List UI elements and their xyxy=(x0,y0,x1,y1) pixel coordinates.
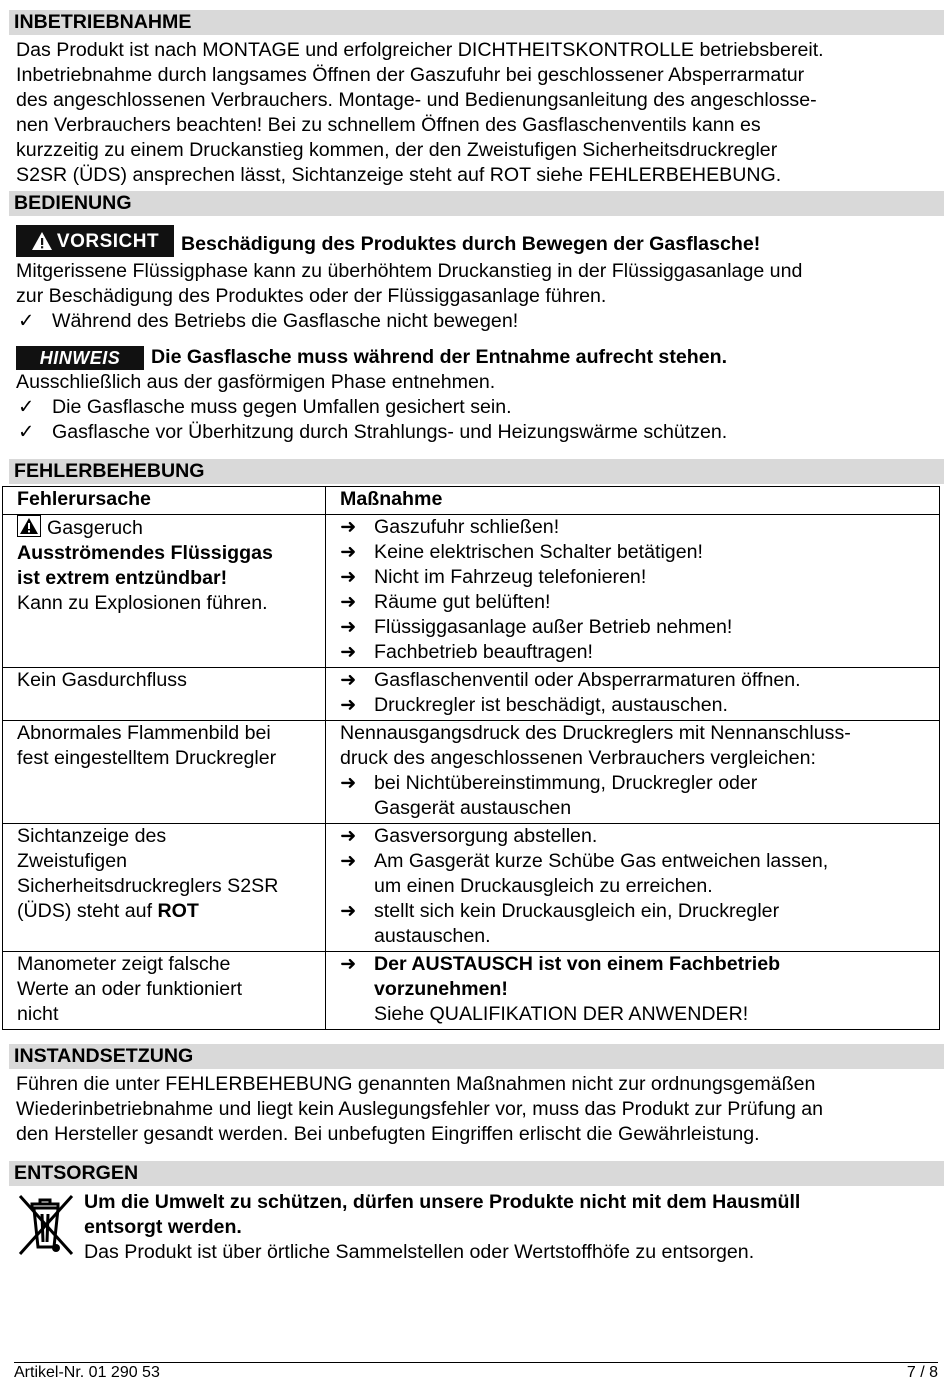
text-line: zur Beschädigung des Produktes oder der Flüssiggasanlage führen. xyxy=(16,285,607,307)
disposal-text xyxy=(84,1190,800,1265)
action-cell xyxy=(326,721,940,824)
action-item xyxy=(340,771,939,821)
action-text xyxy=(374,952,780,1027)
action-text: Druckregler ist beschädigt, austauschen. xyxy=(374,694,728,716)
text-line: Inbetriebnahme durch langsames Öffnen der Gaszufuhr bei geschlossener Absperrarmatur xyxy=(16,64,805,86)
action-text: Keine elektrischen Schalter betätigen! xyxy=(374,541,703,563)
text-line: nen Verbrauchers beachten! Bei zu schnellem Öffnen des Gasflaschenventils kann es xyxy=(16,114,761,136)
cause-line: Sicherheitsdruckreglers S2SR xyxy=(17,875,279,897)
action-line: Siehe QUALIFIKATION DER ANWENDER! xyxy=(374,1003,749,1025)
check-text: Während des Betriebs die Gasflasche nicht bewegen! xyxy=(52,310,519,332)
action-text: Nicht im Fahrzeug telefonieren! xyxy=(374,566,647,588)
text-line: entsorgt werden. xyxy=(84,1216,242,1238)
text-line: Um die Umwelt zu schützen, dürfen unsere Produkte nicht mit dem Hausmüll xyxy=(84,1191,801,1213)
arrow-icon: ➜ xyxy=(340,541,357,563)
warning-triangle-icon xyxy=(31,231,53,251)
troubleshooting-table xyxy=(2,486,940,1030)
action-line: um einen Druckausgleich zu erreichen. xyxy=(374,875,713,897)
action-line: Am Gasgerät kurze Schübe Gas entweichen lassen, xyxy=(374,850,829,872)
column-header-action: Maßnahme xyxy=(326,487,940,515)
action-item xyxy=(340,952,939,1027)
section-heading-fehlerbehebung: FEHLERBEHEBUNG xyxy=(9,459,944,484)
action-text: Gasversorgung abstellen. xyxy=(374,825,598,847)
action-text: Gasflaschenventil oder Absperrarmaturen öffnen. xyxy=(374,669,801,691)
cause-cell xyxy=(3,515,326,668)
hinweis-text xyxy=(16,370,938,445)
text-line: kurzzeitig zu einem Druckanstieg kommen, der den Zweistufigen Sicherheitsdruckregler xyxy=(16,139,778,161)
arrow-icon: ➜ xyxy=(340,953,357,975)
check-item xyxy=(16,420,938,445)
cause-line: Kann zu Explosionen führen. xyxy=(17,592,268,614)
warning-triangle-icon xyxy=(17,515,41,537)
check-item xyxy=(16,309,938,334)
arrow-icon: ➜ xyxy=(340,641,357,663)
text-line: Führen die unter FEHLERBEHEBUNG genannten Maßnahmen nicht zur ordnungsgemäßen xyxy=(16,1073,816,1095)
action-text: Gaszufuhr schließen! xyxy=(374,516,560,538)
arrow-icon: ➜ xyxy=(340,616,357,638)
text-line: Mitgerissene Flüssigphase kann zu überhöhtem Druckanstieg in der Flüssiggasanlage und xyxy=(16,260,803,282)
text-line: Ausschließlich aus der gasförmigen Phase entnehmen. xyxy=(16,371,496,393)
text-line: S2SR (ÜDS) ansprechen lässt, Sichtanzeige steht auf ROT siehe FEHLERBEHEBUNG. xyxy=(16,164,782,186)
text-line: des angeschlossenen Verbrauchers. Montage- und Bedienungsanleitung des angeschlosse- xyxy=(16,89,817,111)
section-heading-instandsetzung: INSTANDSETZUNG xyxy=(9,1044,944,1069)
page-footer xyxy=(14,1362,938,1383)
action-item xyxy=(340,615,939,640)
action-intro-line: druck des angeschlossenen Verbrauchers vergleichen: xyxy=(340,747,816,769)
cause-line: ist extrem entzündbar! xyxy=(17,567,228,589)
table-row xyxy=(3,668,940,721)
disposal-notice xyxy=(14,1190,938,1265)
action-cell xyxy=(326,824,940,952)
action-text xyxy=(374,771,757,821)
action-item xyxy=(340,849,939,899)
cause-line: Ausströmendes Flüssiggas xyxy=(17,542,273,564)
vorsicht-warning xyxy=(16,225,938,257)
vorsicht-headline: Beschädigung des Produktes durch Bewegen der Gasflasche! xyxy=(181,233,761,255)
action-intro-line: Nennausgangsdruck des Druckreglers mit Nennanschluss- xyxy=(340,722,851,744)
text-line: den Hersteller gesandt werden. Bei unbefugten Eingriffen erlischt die Gewährleistung. xyxy=(16,1123,760,1145)
cause-line: Abnormales Flammenbild bei xyxy=(17,722,271,744)
action-cell xyxy=(326,952,940,1030)
cause-line: Sichtanzeige des xyxy=(17,825,167,847)
action-line: bei Nichtübereinstimmung, Druckregler oder xyxy=(374,772,758,794)
action-item xyxy=(340,565,939,590)
section-heading-inbetriebnahme: INBETRIEBNAHME xyxy=(9,10,944,35)
cause-cell xyxy=(3,668,326,721)
action-item xyxy=(340,693,939,718)
arrow-icon: ➜ xyxy=(340,825,357,847)
hinweis-badge: HINWEIS xyxy=(16,346,144,370)
hinweis-headline: Die Gasflasche muss während der Entnahme aufrecht stehen. xyxy=(151,346,728,368)
action-line: Der AUSTAUSCH ist von einem Fachbetrieb xyxy=(374,953,781,975)
crossed-bin-icon xyxy=(14,1190,84,1262)
arrow-icon: ➜ xyxy=(340,900,357,922)
arrow-icon: ➜ xyxy=(340,516,357,538)
text-line: Wiederinbetriebnahme und liegt kein Auslegungsfehler vor, muss das Produkt zur Prüfung an xyxy=(16,1098,824,1120)
instandsetzung-text xyxy=(16,1072,938,1147)
arrow-icon: ➜ xyxy=(340,591,357,613)
arrow-icon: ➜ xyxy=(340,772,357,794)
action-item xyxy=(340,824,939,849)
cause-line: Kein Gasdurchfluss xyxy=(17,669,187,691)
cause-cell xyxy=(3,824,326,952)
table-row xyxy=(3,824,940,952)
action-text: Flüssiggasanlage außer Betrieb nehmen! xyxy=(374,616,733,638)
section-heading-bedienung: BEDIENUNG xyxy=(9,191,944,216)
action-item xyxy=(340,540,939,565)
action-line: stellt sich kein Druckausgleich ein, Druckregler xyxy=(374,900,780,922)
arrow-icon: ➜ xyxy=(340,694,357,716)
vorsicht-text xyxy=(16,259,938,334)
check-icon: ✓ xyxy=(18,421,35,443)
check-icon: ✓ xyxy=(18,396,35,418)
action-cell xyxy=(326,668,940,721)
action-text: Räume gut belüften! xyxy=(374,591,551,613)
table-header-row xyxy=(3,487,940,515)
text-line: Das Produkt ist über örtliche Sammelstellen oder Wertstoffhöfe zu entsorgen. xyxy=(84,1241,755,1263)
check-icon: ✓ xyxy=(18,310,35,332)
arrow-icon: ➜ xyxy=(340,669,357,691)
table-row xyxy=(3,515,940,668)
cause-text-bold: ROT xyxy=(157,900,199,922)
vorsicht-badge-label: VORSICHT xyxy=(56,230,160,252)
cause-line: fest eingestelltem Druckregler xyxy=(17,747,277,769)
document-page xyxy=(14,10,938,1265)
action-cell xyxy=(326,515,940,668)
cause-line: nicht xyxy=(17,1003,59,1025)
action-item xyxy=(340,640,939,665)
cause-line: Manometer zeigt falsche xyxy=(17,953,231,975)
action-line: austauschen. xyxy=(374,925,491,947)
action-item xyxy=(340,590,939,615)
table-row xyxy=(3,952,940,1030)
column-header-cause: Fehlerursache xyxy=(3,487,326,515)
action-item xyxy=(340,899,939,949)
action-text: Fachbetrieb beauftragen! xyxy=(374,641,593,663)
cause-line xyxy=(17,515,325,541)
action-line: Gasgerät austauschen xyxy=(374,797,572,819)
cause-line xyxy=(17,899,325,924)
cause-cell xyxy=(3,721,326,824)
action-text xyxy=(374,849,828,899)
check-text: Gasflasche vor Überhitzung durch Strahlungs- und Heizungswärme schützen. xyxy=(52,421,728,443)
cause-text: (ÜDS) steht auf xyxy=(17,900,158,922)
cause-line: Werte an oder funktioniert xyxy=(17,978,243,1000)
cause-text: Gasgeruch xyxy=(47,517,143,539)
arrow-icon: ➜ xyxy=(340,566,357,588)
vorsicht-badge xyxy=(16,225,174,257)
action-text xyxy=(374,899,779,949)
cause-line: Zweistufigen xyxy=(17,850,127,872)
check-item xyxy=(16,395,938,420)
hinweis-note xyxy=(16,345,938,370)
check-text: Die Gasflasche muss gegen Umfallen gesichert sein. xyxy=(52,396,512,418)
action-line: vorzunehmen! xyxy=(374,978,508,1000)
action-item xyxy=(340,668,939,693)
action-item xyxy=(340,515,939,540)
text-line: Das Produkt ist nach MONTAGE und erfolgreicher DICHTHEITSKONTROLLE betriebsbereit. xyxy=(16,39,824,61)
table-row xyxy=(3,721,940,824)
section-heading-entsorgen: ENTSORGEN xyxy=(9,1161,944,1186)
inbetriebnahme-text xyxy=(16,38,938,188)
cause-cell xyxy=(3,952,326,1030)
arrow-icon: ➜ xyxy=(340,850,357,872)
page-number: 7 / 8 xyxy=(906,1364,938,1381)
article-number: Artikel-Nr. 01 290 53 xyxy=(14,1364,160,1381)
